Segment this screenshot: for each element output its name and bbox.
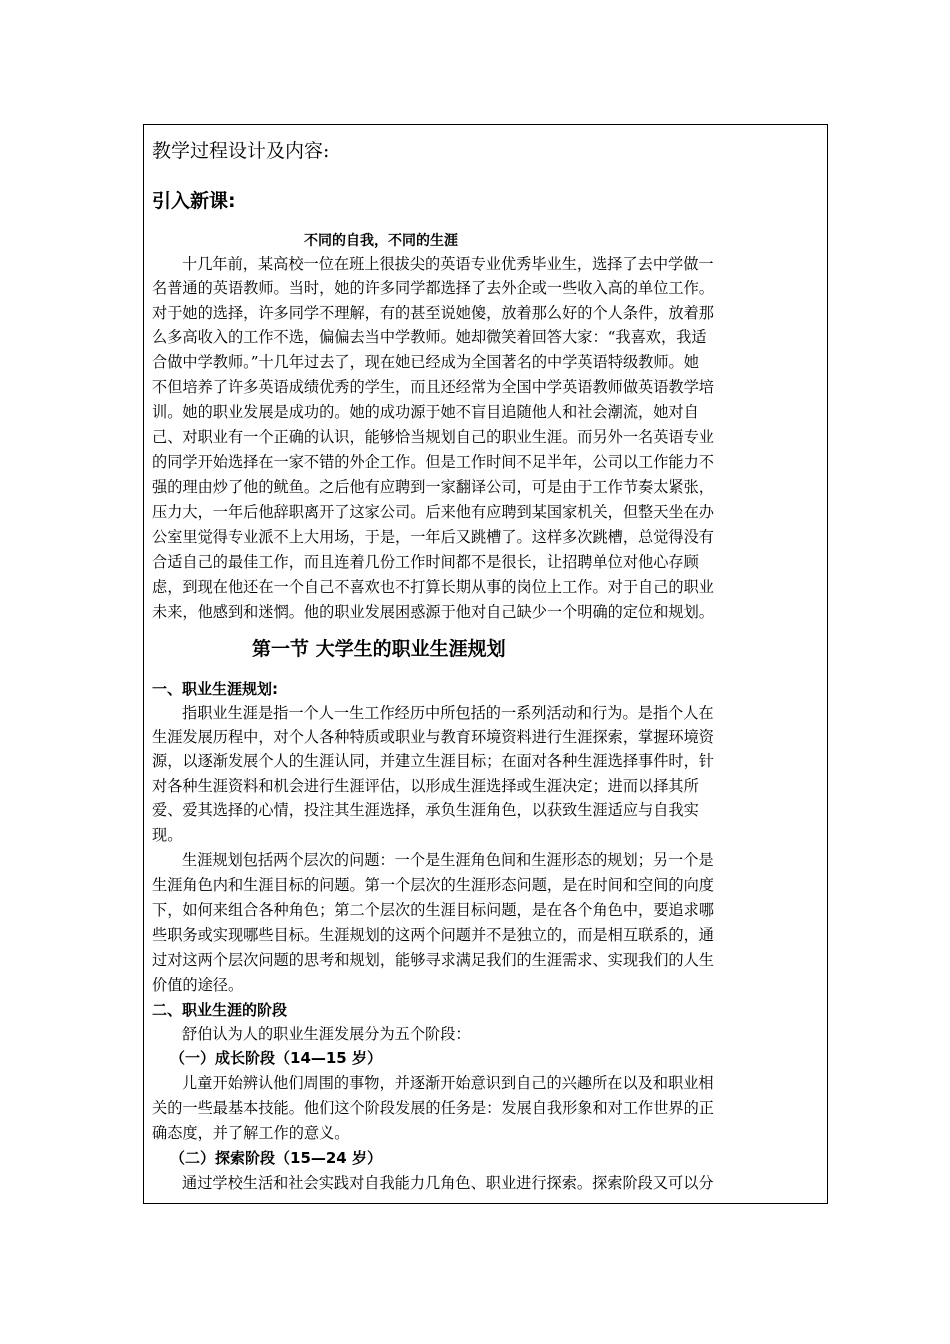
stage1-line: 确态度，并了解工作的意义。 (152, 1124, 350, 1142)
intro-line: 强的理由炒了他的鱿鱼。之后他有应聘到一家翻译公司，可是由于工作节奏太紧张， (152, 478, 714, 496)
para2-line: 下，如何来组合各种角色；第二个层次的生涯目标问题，是在各个角色中，要追求哪 (152, 901, 714, 919)
story-title: 不同的自我，不同的生涯 (304, 233, 458, 249)
para1-line: 对各种生涯资料和机会进行生涯评估，以形成生涯选择或生涯决定；进而以择其所 (152, 777, 699, 795)
stage2-title: （二）探索阶段（15—24 岁） (170, 1149, 382, 1167)
intro-line: 训。她的职业发展是成功的。她的成功源于她不盲目追随他人和社会潮流，她对自 (152, 403, 699, 421)
intro-line: 压力大，一年后他辞职离开了这家公司。后来他有应聘到某国家机关，但整天坐在办 (152, 503, 714, 521)
para2-line: 生涯角色内和生涯目标的问题。第一个层次的生涯形态问题，是在时间和空间的向度 (152, 876, 714, 894)
para1-line: 爱、爱其选择的心情，投注其生涯选择，承负生涯角色，以获致生涯适应与自我实 (152, 801, 699, 819)
intro-line: 公室里觉得专业派不上大用场，于是，一年后又跳槽了。这样多次跳槽，总觉得没有 (152, 528, 714, 546)
intro-heading: 引入新课: (152, 190, 236, 212)
intro-line: 合做中学教师。”十几年过去了，现在她已经成为全国著名的中学英语特级教师。她 (152, 353, 699, 371)
stage2-line: 通过学校生活和社会实践对自我能力几角色、职业进行探索。探索阶段又可以分 (182, 1174, 714, 1192)
stage1-title: （一）成长阶段（14—15 岁） (170, 1049, 382, 1067)
intro-line: 虑，到现在他还在一个自己不喜欢也不打算长期从事的岗位上工作。对于自己的职业 (152, 578, 714, 596)
intro-line: 未来，他感到和迷惘。他的职业发展困惑源于他对自己缺少一个明确的定位和规划。 (152, 603, 714, 621)
page-title: 教学过程设计及内容: (152, 140, 330, 162)
stage1-line: 儿童开始辨认他们周围的事物，并逐渐开始意识到自己的兴趣所在以及和职业相 (182, 1074, 714, 1092)
intro-line: 名普通的英语教师。当时，她的许多同学都选择了去外企或一些收入高的单位工作。 (152, 279, 714, 297)
part1-heading: 一、职业生涯规划: (152, 680, 278, 698)
stage1-line: 关的一些最基本技能。他们这个阶段发展的任务是：发展自我形象和对工作世界的正 (152, 1099, 714, 1117)
intro-line: 己、对职业有一个正确的认识，能够恰当规划自己的职业生涯。而另外一名英语专业 (152, 428, 714, 446)
intro-line: 不但培养了许多英语成绩优秀的学生，而且还经常为全国中学英语教师做英语教学培 (152, 378, 714, 396)
intro-line: 的同学开始选择在一家不错的外企工作。但是工作时间不足半年，公司以工作能力不 (152, 453, 714, 471)
para2-line: 价值的途径。 (152, 976, 244, 994)
intro-line: 合适自己的最佳工作，而且连着几份工作时间都不是很长，让招聘单位对他心存顾 (152, 553, 699, 571)
para2-line: 过对这两个层次问题的思考和规划，能够寻求满足我们的生涯需求、实现我们的人生 (152, 951, 714, 969)
para1-line: 生涯发展历程中，对个人各种特质或职业与教育环境资料进行生涯探索，掌握环境资 (152, 728, 714, 746)
intro-line: 十几年前，某高校一位在班上很拔尖的英语专业优秀毕业生，选择了去中学做一 (182, 255, 714, 273)
para1-line: 指职业生涯是指一个人一生工作经历中所包括的一系列活动和行为。是指个人在 (182, 704, 714, 722)
para1-line: 源，以逐渐发展个人的生涯认同，并建立生涯目标；在面对各种生涯选择事件时，针 (152, 752, 714, 770)
para1-line: 现。 (152, 826, 183, 844)
section-title: 第一节 大学生的职业生涯规划 (252, 638, 506, 660)
para2-line: 些职务或实现哪些目标。生涯规划的这两个问题并不是独立的，而是相互联系的，通 (152, 926, 714, 944)
intro-line: 么多高收入的工作不选，偏偏去当中学教师。她却微笑着回答大家：“我喜欢，我适 (152, 328, 707, 346)
part2-intro: 舒伯认为人的职业生涯发展分为五个阶段： (182, 1025, 471, 1043)
para2-line: 生涯规划包括两个层次的问题：一个是生涯角色间和生涯形态的规划；另一个是 (182, 851, 714, 869)
intro-line: 对于她的选择，许多同学不理解，有的甚至说她傻，放着那么好的个人条件，放着那 (152, 304, 714, 322)
part2-heading: 二、职业生涯的阶段 (152, 1001, 288, 1019)
